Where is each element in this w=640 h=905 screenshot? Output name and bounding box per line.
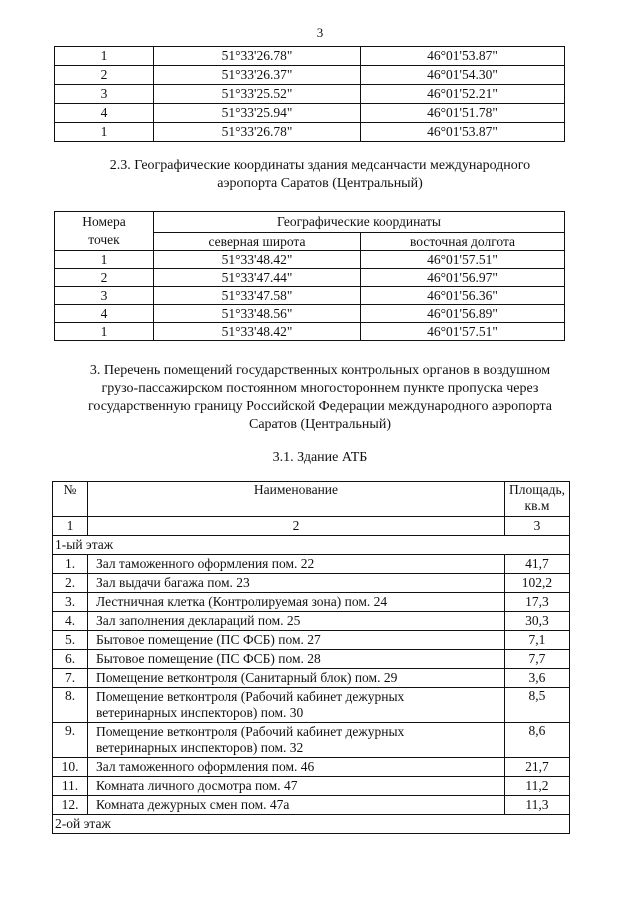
row-number: 9. [53,723,88,758]
latitude-cell: 51°33'48.42" [154,323,361,341]
latitude-cell: 51°33'25.94" [154,104,361,123]
row-number: 5. [53,631,88,650]
column-index-row [53,517,570,536]
row-number: 6. [53,650,88,669]
header-text: Площадь, [508,482,565,497]
latitude-cell: 51°33'25.52" [154,85,361,104]
table-row [53,723,570,758]
latitude-cell: 51°33'48.56" [154,305,361,323]
room-area: 8,5 [504,688,569,723]
header-number: № [53,482,88,517]
medical-unit-coordinates-table [54,211,565,341]
room-area: 7,7 [504,650,569,669]
longitude-cell: 46°01'53.87" [361,123,565,142]
heading-line: Саратов (Центральный) [249,417,391,432]
table-row [53,796,570,815]
rooms-table [52,481,570,834]
latitude-cell: 51°33'47.44" [154,269,361,287]
longitude-cell: 46°01'56.97" [361,269,565,287]
longitude-cell: 46°01'51.78" [361,104,565,123]
latitude-cell: 51°33'47.58" [154,287,361,305]
longitude-cell: 46°01'56.36" [361,287,565,305]
table-row [53,631,570,650]
room-area: 102,2 [504,574,569,593]
room-name: Зал таможенного оформления пом. 46 [88,758,505,777]
longitude-cell: 46°01'52.21" [361,85,565,104]
header-text: точек [88,232,120,247]
room-area: 7,1 [504,631,569,650]
room-name-line: Помещение ветконтроля (Рабочий кабинет дежурных [96,689,405,704]
heading-line: грузо-пассажирском постоянном многостороннем пункте пропуска через [101,381,539,396]
latitude-cell: 51°33'26.78" [154,123,361,142]
room-name: Зал заполнения деклараций пом. 25 [88,612,505,631]
table-row [53,758,570,777]
longitude-cell: 46°01'56.89" [361,305,565,323]
latitude-cell: 51°33'48.42" [154,251,361,269]
room-area: 11,3 [504,796,569,815]
table-row [55,323,565,341]
table-row [53,612,570,631]
longitude-cell: 46°01'57.51" [361,251,565,269]
room-name: Комната личного досмотра пом. 47 [88,777,505,796]
room-area: 41,7 [504,555,569,574]
table-row [55,47,565,66]
point-number: 3 [55,85,154,104]
latitude-cell: 51°33'26.78" [154,47,361,66]
table-header-row [55,212,565,233]
header-longitude: восточная долгота [361,233,565,251]
header-name: Наименование [88,482,505,517]
floor-label: 2-ой этаж [53,815,570,834]
coordinates-table-continued [54,46,565,142]
table-row [53,593,570,612]
header-text: Номера [82,214,126,229]
point-number: 1 [55,251,154,269]
table-row [53,688,570,723]
row-number: 12. [53,796,88,815]
room-name [88,723,505,758]
page-number: 3 [316,25,324,40]
table-row [53,669,570,688]
row-number: 2. [53,574,88,593]
table-row [55,104,565,123]
section-heading-2-3 [0,157,640,193]
header-text: кв.м [524,498,550,513]
table-row [55,123,565,142]
heading-line: аэропорта Саратов (Центральный) [217,176,423,191]
point-number: 2 [55,66,154,85]
room-name-line: Помещение ветконтроля (Рабочий кабинет дежурных [96,724,405,739]
heading-line: государственную границу Российской Федерации международного аэропорта [87,399,552,414]
room-area: 3,6 [504,669,569,688]
section-heading-3-1: 3.1. Здание АТБ [272,450,368,465]
floor-row [53,536,570,555]
column-index: 2 [88,517,505,536]
header-geo-coordinates: Географические координаты [154,212,565,233]
room-name-line: ветеринарных инспекторов) пом. 30 [96,705,304,720]
point-number: 1 [55,47,154,66]
column-index: 3 [504,517,569,536]
room-area: 21,7 [504,758,569,777]
table-row [53,574,570,593]
row-number: 11. [53,777,88,796]
room-name-line: ветеринарных инспекторов) пом. 32 [96,740,304,755]
room-name: Лестничная клетка (Контролируемая зона) пом. 24 [88,593,505,612]
row-number: 7. [53,669,88,688]
latitude-cell: 51°33'26.37" [154,66,361,85]
point-number: 2 [55,269,154,287]
room-area: 30,3 [504,612,569,631]
row-number: 1. [53,555,88,574]
table-row [53,555,570,574]
table-row [55,251,565,269]
point-number: 4 [55,305,154,323]
point-number: 3 [55,287,154,305]
room-area: 8,6 [504,723,569,758]
room-name: Зал таможенного оформления пом. 22 [88,555,505,574]
table-row [55,305,565,323]
floor-label: 1-ый этаж [53,536,570,555]
table-header-row [53,482,570,517]
room-name: Комната дежурных смен пом. 47а [88,796,505,815]
heading-line: 3. Перечень помещений государственных контрольных органов в воздушном [89,363,551,378]
room-name: Зал выдачи багажа пом. 23 [88,574,505,593]
header-latitude: северная широта [154,233,361,251]
table-row [55,66,565,85]
room-area: 17,3 [504,593,569,612]
row-number: 4. [53,612,88,631]
heading-line: 2.3. Географические координаты здания медсанчасти международного [109,158,531,173]
point-number: 1 [55,323,154,341]
room-name: Бытовое помещение (ПС ФСБ) пом. 28 [88,650,505,669]
longitude-cell: 46°01'53.87" [361,47,565,66]
row-number: 10. [53,758,88,777]
row-number: 8. [53,688,88,723]
column-index: 1 [53,517,88,536]
table-row [55,85,565,104]
section-heading-3 [0,362,640,434]
table-row [53,650,570,669]
room-name: Помещение ветконтроля (Санитарный блок) пом. 29 [88,669,505,688]
point-number: 1 [55,123,154,142]
room-name [88,688,505,723]
row-number: 3. [53,593,88,612]
room-area: 11,2 [504,777,569,796]
table-row [55,269,565,287]
floor-row [53,815,570,834]
point-number: 4 [55,104,154,123]
longitude-cell: 46°01'54.30" [361,66,565,85]
longitude-cell: 46°01'57.51" [361,323,565,341]
table-row [55,287,565,305]
header-point-number [55,212,154,251]
room-name: Бытовое помещение (ПС ФСБ) пом. 27 [88,631,505,650]
table-row [53,777,570,796]
header-area [504,482,569,517]
